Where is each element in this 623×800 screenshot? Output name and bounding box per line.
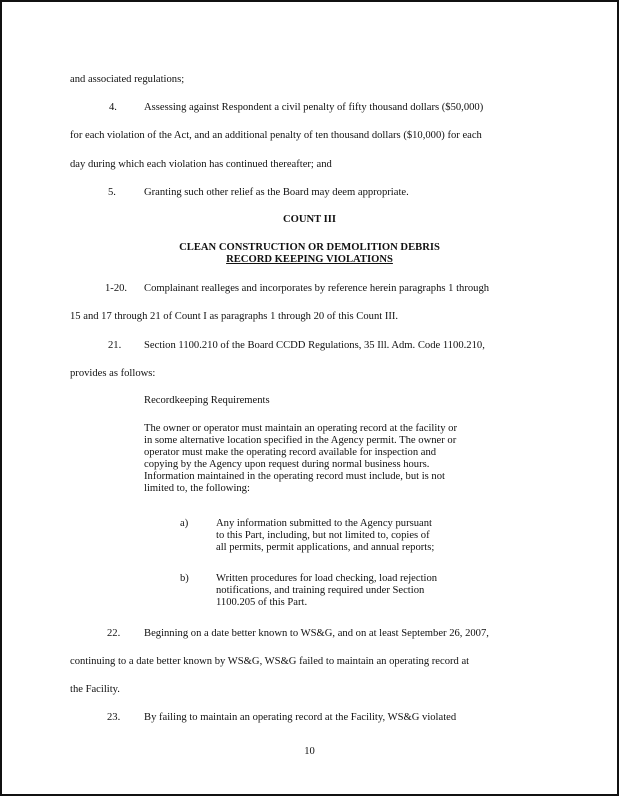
- quote-line: in some alternative location specified in the Agency permit. The owner or: [144, 435, 457, 446]
- quote-line: The owner or operator must maintain an operating record at the facility or: [144, 423, 457, 434]
- paragraph-number: 1-20.: [105, 283, 128, 294]
- list-item-line: Any information submitted to the Agency pursuant: [216, 518, 432, 529]
- text-line: the Facility.: [70, 684, 120, 695]
- list-item-line: Written procedures for load checking, load rejection: [216, 573, 438, 584]
- list-item-line: 1100.205 of this Part.: [216, 597, 308, 608]
- text-line: provides as follows:: [70, 368, 156, 379]
- paragraph-number: 4.: [109, 102, 117, 113]
- section-heading: CLEAN CONSTRUCTION OR DEMOLITION DEBRIS: [179, 242, 440, 253]
- paragraph-number: 5.: [108, 187, 116, 198]
- quote-line: Information maintained in the operating record must include, but is not: [144, 471, 445, 482]
- count-title: COUNT III: [282, 214, 337, 225]
- paragraph-number: 23.: [107, 712, 121, 723]
- quote-title: Recordkeeping Requirements: [144, 395, 270, 406]
- text-line: Assessing against Respondent a civil penalty of fifty thousand dollars ($50,000): [144, 102, 484, 113]
- page-number: 10: [304, 746, 315, 757]
- text-line: and associated regulations;: [70, 74, 185, 85]
- quote-line: limited to, the following:: [144, 483, 250, 494]
- list-item-line: notifications, and training required under Section: [216, 585, 425, 596]
- text-line: Granting such other relief as the Board may deem appropriate.: [144, 187, 409, 198]
- paragraph-number: 22.: [107, 628, 121, 639]
- text-line: for each violation of the Act, and an additional penalty of ten thousand dollars ($10,000) for each: [70, 130, 482, 141]
- quote-line: copying by the Agency upon request during normal business hours.: [144, 459, 430, 470]
- quote-line: operator must make the operating record available for inspection and: [144, 447, 437, 458]
- list-label: b): [180, 573, 189, 584]
- paragraph-number: 21.: [108, 340, 122, 351]
- text-line: continuing to a date better known by WS&G, WS&G failed to maintain an operating record at: [70, 656, 470, 667]
- section-subheading: RECORD KEEPING VIOLATIONS: [226, 254, 393, 265]
- text-line: Section 1100.210 of the Board CCDD Regulations, 35 Ill. Adm. Code 1100.210,: [144, 340, 485, 351]
- list-label: a): [180, 518, 189, 529]
- text-line: Beginning on a date better known to WS&G, and on at least September 26, 2007,: [144, 628, 489, 639]
- list-item-line: to this Part, including, but not limited to, copies of: [216, 530, 430, 541]
- text-line: Complainant realleges and incorporates by reference herein paragraphs 1 through: [144, 283, 490, 294]
- text-line: By failing to maintain an operating record at the Facility, WS&G violated: [144, 712, 457, 723]
- text-line: 15 and 17 through 21 of Count I as paragraphs 1 through 20 of this Count III.: [70, 311, 399, 322]
- list-item-line: all permits, permit applications, and annual reports;: [216, 542, 435, 553]
- text-line: day during which each violation has continued thereafter; and: [70, 159, 332, 170]
